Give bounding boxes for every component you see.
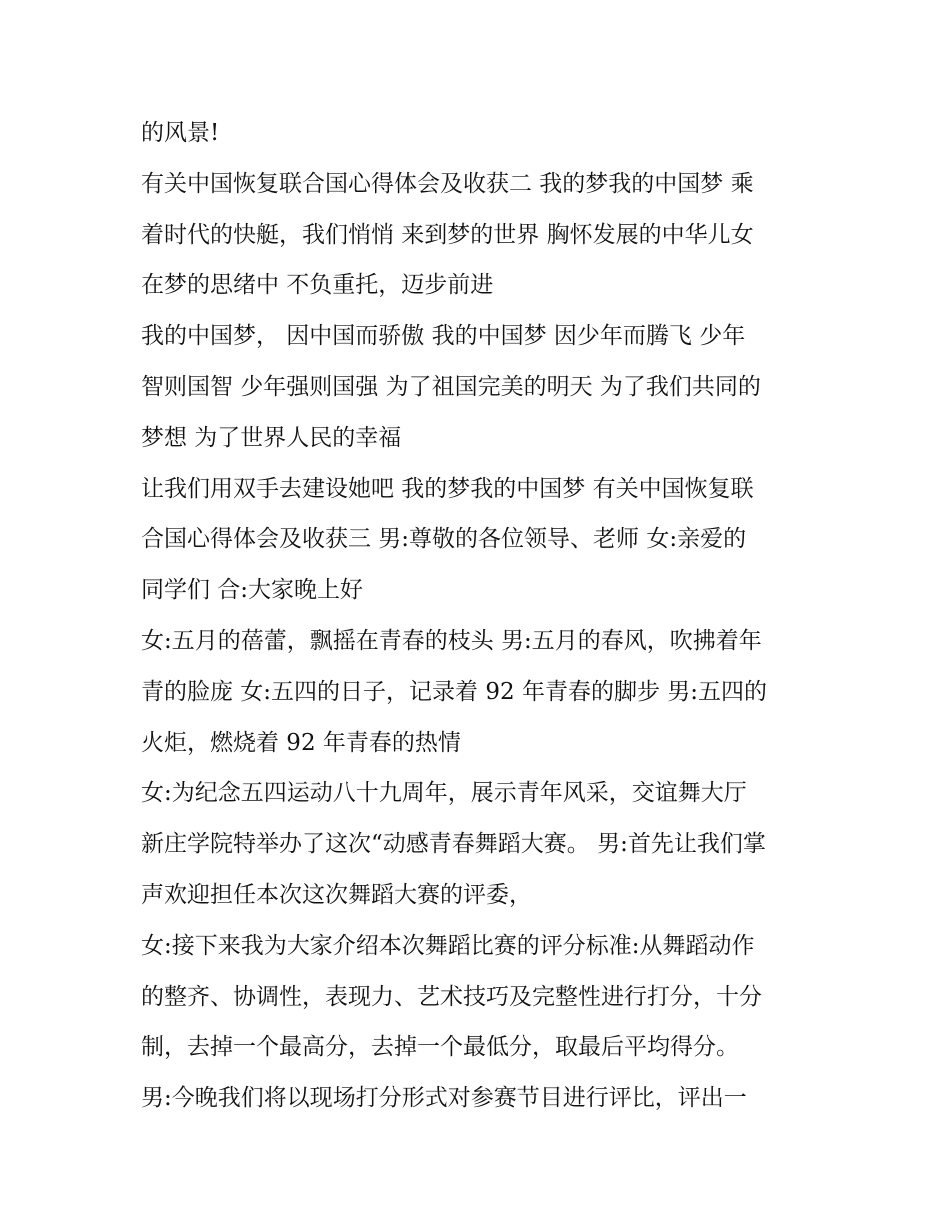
text-line: 同学们 合:大家晚上好 <box>141 577 364 604</box>
text-line: 新庄学院特举办了这次“动感青春舞蹈大赛。 男:首先让我们掌 <box>141 831 766 858</box>
text-line: 着时代的快艇，我们悄悄 来到梦的世界 胸怀发展的中华儿女 <box>141 221 754 248</box>
text-line: 智则国智 少年强则国强 为了祖国完美的明天 为了我们共同的 <box>141 373 761 400</box>
text-line: 让我们用双手去建设她吧 我的梦我的中国梦 有关中国恢复联 <box>141 475 754 502</box>
text-line: 男:今晚我们将以现场打分形式对参赛节目进行评比，评出一 <box>141 1085 747 1112</box>
text-line: 制，去掉一个最高分，去掉一个最低分，取最后平均得分。 <box>141 1034 739 1061</box>
text-line: 有关中国恢复联合国心得体会及收获二 我的梦我的中国梦 乘 <box>141 170 754 197</box>
text-line: 我的中国梦， 因中国而骄傲 我的中国梦 因少年而腾飞 少年 <box>141 323 746 350</box>
text-line: 的整齐、协调性，表现力、艺术技巧及完整性进行打分，十分 <box>141 983 762 1010</box>
text-line: 合国心得体会及收获三 男:尊敬的各位领导、老师 女:亲爱的 <box>141 526 747 553</box>
text-line: 女:接下来我为大家介绍本次舞蹈比赛的评分标准:从舞蹈动作 <box>141 932 755 959</box>
document-body <box>141 108 821 1124</box>
text-line: 火炬，燃烧着 92 年青春的热情 <box>141 729 461 756</box>
text-line: 女:为纪念五四运动八十九周年，展示青年风采，交谊舞大厅 <box>141 780 747 807</box>
text-line: 声欢迎担任本次这次舞蹈大赛的评委， <box>141 881 532 908</box>
text-line: 女:五月的蓓蕾，飘摇在青春的枝头 男:五月的春风，吹拂着年 <box>141 627 762 654</box>
text-line: 的风景! <box>141 120 220 146</box>
text-line: 梦想 为了世界人民的幸福 <box>141 424 402 451</box>
text-line: 在梦的思绪中 不负重托，迈步前进 <box>141 272 494 299</box>
text-line: 青的脸庞 女:五四的日子，记录着 92 年青春的脚步 男:五四的 <box>141 678 768 705</box>
